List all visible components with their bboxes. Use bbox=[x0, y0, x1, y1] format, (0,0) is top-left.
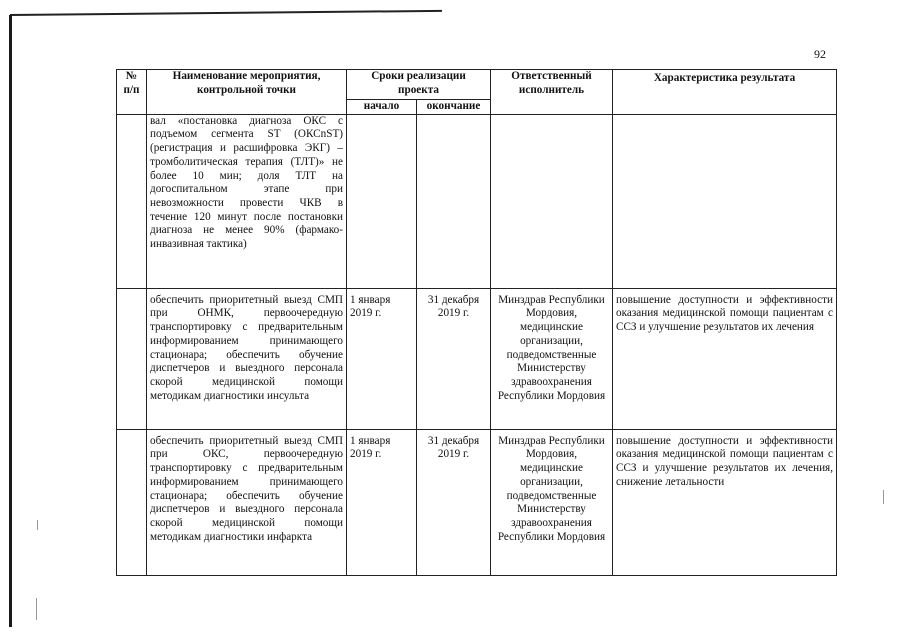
scan-mark bbox=[883, 490, 884, 504]
cell-name: обеспечить приоритетный выезд СМП при ОНМК, первоочередную транспортировку с предварительным информированием принимающего стационара; обеспечить обучение диспетчеров и выездного персонала скорой медицинской помощи методикам диагностики инсульта bbox=[147, 288, 347, 429]
activities-table bbox=[116, 69, 837, 576]
header-name: Наименование мероприятия, контрольной точки bbox=[147, 70, 347, 115]
page-number: 92 bbox=[814, 47, 826, 61]
cell-name: вал «постановка диагноза ОКС с подъемом сегмента ST (ОКСnST) (регистрация и расшифровка ЭКГ) – тромболитическая терапия (ТЛТ)» не более 10 мин; доля ТЛТ на догоспитальном этапе при невозможности провести ЧКВ в течение 120 минут после постановки диагноза не менее 90% (фармако-инвазивная тактика) bbox=[147, 114, 347, 288]
header-end: окончание bbox=[417, 100, 491, 115]
cell-end: 31 декабря 2019 г. bbox=[417, 429, 491, 575]
header-result: Характеристика результата bbox=[613, 70, 837, 115]
cell-end bbox=[417, 114, 491, 288]
header-responsible: Ответственный исполнитель bbox=[491, 70, 613, 115]
scan-edge-left bbox=[9, 15, 12, 627]
header-period: Сроки реализации проекта bbox=[347, 70, 491, 100]
cell-num bbox=[117, 114, 147, 288]
cell-end: 31 декабря 2019 г. bbox=[417, 288, 491, 429]
cell-start bbox=[347, 114, 417, 288]
table-row bbox=[117, 429, 837, 575]
cell-result: повышение доступности и эффективности оказания медицинской помощи пациентам с ССЗ и улучшение результатов их лечения, снижение летальности bbox=[613, 429, 837, 575]
scan-mark bbox=[37, 520, 38, 530]
header-num: № п/п bbox=[117, 70, 147, 115]
scan-edge-top bbox=[10, 10, 442, 16]
scan-mark bbox=[36, 598, 37, 620]
cell-result bbox=[613, 114, 837, 288]
table-row bbox=[117, 288, 837, 429]
cell-num bbox=[117, 429, 147, 575]
cell-responsible: Минздрав Республики Мордовия, медицинские организации, подведомственные Министерству здравоохранения Республики Мордовия bbox=[491, 429, 613, 575]
header-start: начало bbox=[347, 100, 417, 115]
cell-name: обеспечить приоритетный выезд СМП при ОКС, первоочередную транспортировку с предварительным информированием принимающего стационара; обеспечить обучение диспетчеров и выездного персонала скорой медицинской помощи методикам диагностики инфаркта bbox=[147, 429, 347, 575]
cell-start: 1 января 2019 г. bbox=[347, 429, 417, 575]
cell-responsible: Минздрав Республики Мордовия, медицинские организации, подведомственные Министерству здравоохранения Республики Мордовия bbox=[491, 288, 613, 429]
cell-num bbox=[117, 288, 147, 429]
cell-result: повышение доступности и эффективности оказания медицинской помощи пациентам с ССЗ и улучшение результатов их лечения bbox=[613, 288, 837, 429]
cell-responsible bbox=[491, 114, 613, 288]
cell-start: 1 января 2019 г. bbox=[347, 288, 417, 429]
table-header-row bbox=[117, 70, 837, 100]
table-row bbox=[117, 114, 837, 288]
